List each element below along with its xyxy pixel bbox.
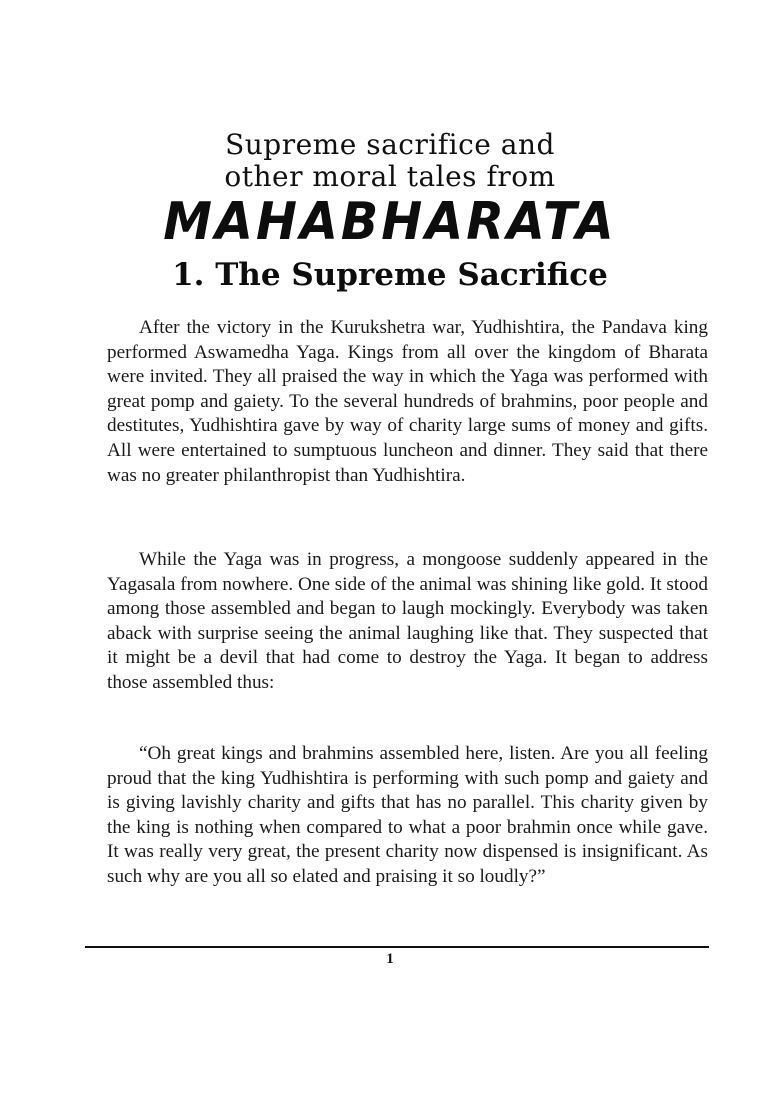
paragraph-text: “Oh great kings and brahmins assembled here, listen. Are you all feeling proud that the king Yudhishtira is performing with such pomp and gaiety and is giving lavishly charity and gifts that has no parallel. This charity given by the king is nothing when compared to what a poor brahmin once while gave. It was really very great, the present charity now dispensed is insignificant. As such why are you all so elated and praising it so loudly?” (107, 743, 708, 887)
book-title: MAHABHARATA (163, 191, 617, 252)
page-number: 1 (386, 951, 394, 967)
paragraph-text: After the victory in the Kurukshetra war, Yudhishtira, the Pandava king performed Aswamedha Yaga. Kings from all over the kingdom of Bharata were invited. They all praised the way in which the Yaga was performed with great pomp and gaiety. To the several hundreds of brahmins, poor people and destitutes, Yudhishtira gave by way of charity large sums of money and gifts. All were entertained to sumptuous luncheon and dinner. They said that there was no greater philanthropist than Yudhishtira. (107, 317, 708, 486)
paragraph-text: While the Yaga was in progress, a mongoose suddenly appeared in the Yagasala from nowhere. One side of the animal was shining like gold. It stood among those assembled and began to laugh mockingly. Everybody was taken aback with surprise seeing the animal laughing like that. They suspected that it might be a devil that had come to destroy the Yaga. It began to address those assembled thus: (107, 549, 708, 693)
body-paragraph (107, 316, 708, 488)
footer-divider (85, 946, 709, 948)
body-paragraph (107, 548, 708, 696)
book-subtitle-line-2: other moral tales from (224, 160, 556, 193)
body-paragraph (107, 742, 708, 890)
book-subtitle-line-1: Supreme sacrifice and (225, 128, 555, 161)
chapter-title: 1. The Supreme Sacrifice (172, 257, 608, 293)
